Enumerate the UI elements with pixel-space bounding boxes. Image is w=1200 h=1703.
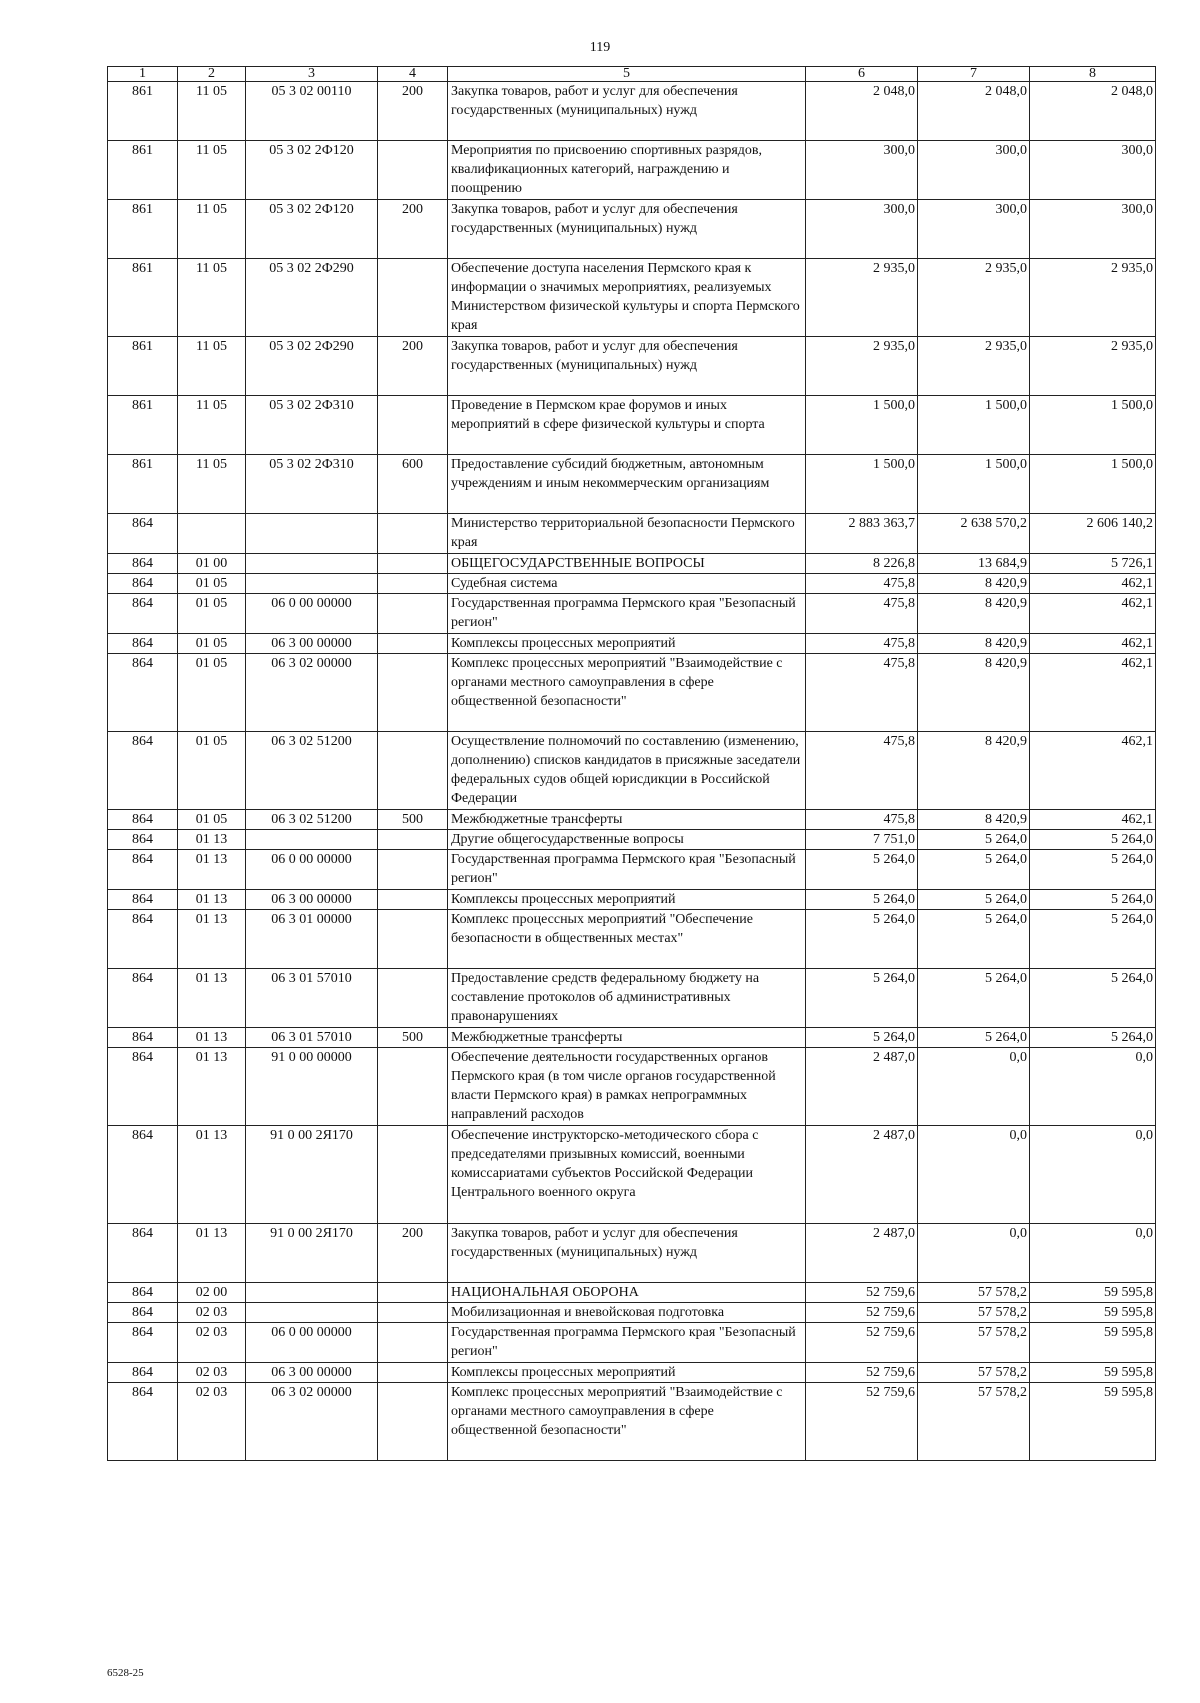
description-cell: Комплексы процессных мероприятий [448,634,806,654]
target-article-cell [246,554,378,574]
description-cell: Межбюджетные трансферты [448,1028,806,1048]
amount-year2-cell: 2 935,0 [918,337,1030,396]
amount-year1-cell: 52 759,6 [806,1323,918,1363]
table-row [108,850,1156,890]
target-article-cell: 05 3 02 2Ф290 [246,259,378,337]
column-header: 4 [378,67,448,82]
table-row [108,654,1156,732]
target-article-cell: 06 3 02 51200 [246,810,378,830]
section-code-cell: 01 13 [178,1048,246,1126]
description-cell: Осуществление полномочий по составлению (изменению, дополнению) списков кандидатов в присяжные заседатели федеральных судов общей юрисдикции в Российской Федерации [448,732,806,810]
ppp-code-cell: 864 [108,810,178,830]
expense-type-cell [378,890,448,910]
target-article-cell: 91 0 00 2Я170 [246,1224,378,1283]
table-row [108,1028,1156,1048]
description-cell: Комплекс процессных мероприятий "Взаимодействие с органами местного самоуправления в сфере общественной безопасности" [448,1383,806,1461]
amount-year3-cell: 300,0 [1030,141,1156,200]
target-article-cell [246,574,378,594]
amount-year3-cell: 462,1 [1030,634,1156,654]
section-code-cell: 01 05 [178,810,246,830]
section-code-cell: 01 05 [178,634,246,654]
section-code-cell: 01 13 [178,1224,246,1283]
description-cell: Комплекс процессных мероприятий "Обеспечение безопасности в общественных местах" [448,910,806,969]
target-article-cell: 91 0 00 00000 [246,1048,378,1126]
description-cell: Закупка товаров, работ и услуг для обеспечения государственных (муниципальных) нужд [448,200,806,259]
amount-year1-cell: 52 759,6 [806,1303,918,1323]
description-cell: Комплекс процессных мероприятий "Взаимодействие с органами местного самоуправления в сфере общественной безопасности" [448,654,806,732]
table-row [108,574,1156,594]
amount-year2-cell: 300,0 [918,200,1030,259]
expense-type-cell [378,1363,448,1383]
section-code-cell: 01 05 [178,594,246,634]
amount-year2-cell: 0,0 [918,1126,1030,1224]
column-header: 1 [108,67,178,82]
column-header: 2 [178,67,246,82]
expense-type-cell: 200 [378,82,448,141]
expense-type-cell [378,1383,448,1461]
budget-table [107,66,1156,1461]
amount-year2-cell: 57 578,2 [918,1283,1030,1303]
section-code-cell: 01 13 [178,830,246,850]
table-row [108,830,1156,850]
amount-year1-cell: 52 759,6 [806,1383,918,1461]
table-row [108,82,1156,141]
target-article-cell: 06 3 00 00000 [246,1363,378,1383]
expense-type-cell [378,396,448,455]
amount-year3-cell: 5 264,0 [1030,830,1156,850]
description-cell: Предоставление средств федеральному бюджету на составление протоколов об административных правонарушениях [448,969,806,1028]
table-row [108,910,1156,969]
amount-year1-cell: 2 487,0 [806,1126,918,1224]
target-article-cell: 06 3 01 00000 [246,910,378,969]
expense-type-cell: 200 [378,337,448,396]
ppp-code-cell: 864 [108,1224,178,1283]
table-row [108,634,1156,654]
amount-year1-cell: 7 751,0 [806,830,918,850]
section-code-cell: 01 05 [178,574,246,594]
section-code-cell: 01 00 [178,554,246,574]
column-header: 8 [1030,67,1156,82]
description-cell: Закупка товаров, работ и услуг для обеспечения государственных (муниципальных) нужд [448,337,806,396]
amount-year3-cell: 2 935,0 [1030,337,1156,396]
amount-year3-cell: 5 264,0 [1030,890,1156,910]
amount-year2-cell: 8 420,9 [918,810,1030,830]
description-cell: Закупка товаров, работ и услуг для обеспечения государственных (муниципальных) нужд [448,1224,806,1283]
amount-year3-cell: 300,0 [1030,200,1156,259]
amount-year1-cell: 2 487,0 [806,1048,918,1126]
target-article-cell: 06 3 02 51200 [246,732,378,810]
description-cell: Обеспечение инструкторско-методического сбора с председателями призывных комиссий, военными комиссариатами субъектов Российской Федерации Центрального военного округа [448,1126,806,1224]
ppp-code-cell: 864 [108,1383,178,1461]
table-row [108,1303,1156,1323]
expense-type-cell: 500 [378,810,448,830]
amount-year2-cell: 5 264,0 [918,830,1030,850]
description-cell: ОБЩЕГОСУДАРСТВЕННЫЕ ВОПРОСЫ [448,554,806,574]
amount-year3-cell: 2 048,0 [1030,82,1156,141]
table-row [108,337,1156,396]
ppp-code-cell: 861 [108,82,178,141]
expense-type-cell: 500 [378,1028,448,1048]
expense-type-cell [378,594,448,634]
section-code-cell: 01 13 [178,1126,246,1224]
expense-type-cell [378,830,448,850]
description-cell: Государственная программа Пермского края "Безопасный регион" [448,1323,806,1363]
column-header: 6 [806,67,918,82]
page-number: 119 [589,40,611,55]
description-cell: НАЦИОНАЛЬНАЯ ОБОРОНА [448,1283,806,1303]
amount-year3-cell: 1 500,0 [1030,455,1156,514]
description-cell: Межбюджетные трансферты [448,810,806,830]
amount-year2-cell: 8 420,9 [918,732,1030,810]
ppp-code-cell: 864 [108,1363,178,1383]
target-article-cell: 06 3 02 00000 [246,1383,378,1461]
amount-year2-cell: 1 500,0 [918,396,1030,455]
expense-type-cell [378,850,448,890]
amount-year2-cell: 57 578,2 [918,1303,1030,1323]
section-code-cell: 02 03 [178,1323,246,1363]
amount-year2-cell: 57 578,2 [918,1323,1030,1363]
section-code-cell: 11 05 [178,259,246,337]
section-code-cell: 02 00 [178,1283,246,1303]
target-article-cell: 91 0 00 2Я170 [246,1126,378,1224]
amount-year2-cell: 2 935,0 [918,259,1030,337]
amount-year2-cell: 2 048,0 [918,82,1030,141]
expense-type-cell: 200 [378,1224,448,1283]
ppp-code-cell: 864 [108,732,178,810]
target-article-cell: 06 3 02 00000 [246,654,378,732]
target-article-cell [246,1283,378,1303]
amount-year1-cell: 8 226,8 [806,554,918,574]
expense-type-cell [378,1283,448,1303]
amount-year2-cell: 13 684,9 [918,554,1030,574]
amount-year1-cell: 475,8 [806,574,918,594]
table-row [108,1383,1156,1461]
ppp-code-cell: 864 [108,830,178,850]
amount-year1-cell: 475,8 [806,654,918,732]
column-header: 5 [448,67,806,82]
amount-year1-cell: 300,0 [806,141,918,200]
ppp-code-cell: 861 [108,141,178,200]
amount-year2-cell: 5 264,0 [918,1028,1030,1048]
ppp-code-cell: 864 [108,574,178,594]
ppp-code-cell: 864 [108,654,178,732]
expense-type-cell [378,634,448,654]
description-cell: Предоставление субсидий бюджетным, автономным учреждениям и иным некоммерческим организациям [448,455,806,514]
amount-year3-cell: 462,1 [1030,574,1156,594]
ppp-code-cell: 864 [108,634,178,654]
section-code-cell: 02 03 [178,1383,246,1461]
description-cell: Обеспечение деятельности государственных органов Пермского края (в том числе органов государственной власти Пермского края) в рамках непрограммных направлений расходов [448,1048,806,1126]
table-body [108,82,1156,1461]
table-row [108,554,1156,574]
amount-year1-cell: 475,8 [806,732,918,810]
description-cell: Другие общегосударственные вопросы [448,830,806,850]
target-article-cell: 06 0 00 00000 [246,594,378,634]
ppp-code-cell: 864 [108,1028,178,1048]
section-code-cell: 01 13 [178,890,246,910]
ppp-code-cell: 864 [108,969,178,1028]
amount-year3-cell: 5 264,0 [1030,1028,1156,1048]
amount-year1-cell: 52 759,6 [806,1283,918,1303]
target-article-cell: 05 3 02 2Ф310 [246,455,378,514]
description-cell: Комплексы процессных мероприятий [448,890,806,910]
ppp-code-cell: 861 [108,200,178,259]
amount-year3-cell: 1 500,0 [1030,396,1156,455]
table-row [108,732,1156,810]
amount-year3-cell: 2 606 140,2 [1030,514,1156,554]
amount-year2-cell: 0,0 [918,1048,1030,1126]
target-article-cell: 06 3 01 57010 [246,1028,378,1048]
target-article-cell: 06 0 00 00000 [246,850,378,890]
expense-type-cell [378,1048,448,1126]
amount-year1-cell: 5 264,0 [806,969,918,1028]
section-code-cell: 11 05 [178,455,246,514]
section-code-cell: 11 05 [178,396,246,455]
expense-type-cell: 600 [378,455,448,514]
expense-type-cell [378,554,448,574]
target-article-cell: 05 3 02 2Ф120 [246,200,378,259]
table-row [108,1048,1156,1126]
amount-year2-cell: 2 638 570,2 [918,514,1030,554]
amount-year2-cell: 300,0 [918,141,1030,200]
target-article-cell: 06 3 00 00000 [246,634,378,654]
target-article-cell: 06 3 00 00000 [246,890,378,910]
expense-type-cell [378,732,448,810]
amount-year2-cell: 8 420,9 [918,594,1030,634]
amount-year2-cell: 5 264,0 [918,969,1030,1028]
description-cell: Обеспечение доступа населения Пермского края к информации о значимых мероприятиях, реализуемых Министерством физической культуры и спорта Пермского края [448,259,806,337]
amount-year2-cell: 8 420,9 [918,574,1030,594]
section-code-cell: 11 05 [178,337,246,396]
amount-year1-cell: 2 935,0 [806,337,918,396]
section-code-cell: 11 05 [178,141,246,200]
amount-year1-cell: 52 759,6 [806,1363,918,1383]
amount-year3-cell: 2 935,0 [1030,259,1156,337]
amount-year1-cell: 475,8 [806,810,918,830]
amount-year2-cell: 1 500,0 [918,455,1030,514]
amount-year3-cell: 5 726,1 [1030,554,1156,574]
ppp-code-cell: 864 [108,1048,178,1126]
amount-year2-cell: 8 420,9 [918,634,1030,654]
section-code-cell [178,514,246,554]
section-code-cell: 01 13 [178,910,246,969]
target-article-cell: 05 3 02 00110 [246,82,378,141]
ppp-code-cell: 864 [108,554,178,574]
table-row [108,1283,1156,1303]
amount-year1-cell: 2 048,0 [806,82,918,141]
amount-year1-cell: 300,0 [806,200,918,259]
description-cell: Государственная программа Пермского края "Безопасный регион" [448,594,806,634]
target-article-cell: 05 3 02 2Ф310 [246,396,378,455]
table-row [108,141,1156,200]
amount-year1-cell: 1 500,0 [806,455,918,514]
amount-year2-cell: 5 264,0 [918,850,1030,890]
section-code-cell: 11 05 [178,200,246,259]
amount-year1-cell: 2 487,0 [806,1224,918,1283]
amount-year3-cell: 59 595,8 [1030,1363,1156,1383]
column-header: 3 [246,67,378,82]
footer-document-code: 6528-25 [107,1667,144,1679]
amount-year1-cell: 475,8 [806,594,918,634]
column-header: 7 [918,67,1030,82]
ppp-code-cell: 861 [108,259,178,337]
ppp-code-cell: 864 [108,850,178,890]
expense-type-cell [378,1303,448,1323]
amount-year2-cell: 5 264,0 [918,910,1030,969]
table-row [108,455,1156,514]
amount-year3-cell: 5 264,0 [1030,850,1156,890]
amount-year2-cell: 8 420,9 [918,654,1030,732]
expense-type-cell [378,1323,448,1363]
target-article-cell: 06 3 01 57010 [246,969,378,1028]
section-code-cell: 01 13 [178,1028,246,1048]
amount-year1-cell: 5 264,0 [806,850,918,890]
table-row [108,890,1156,910]
amount-year1-cell: 2 935,0 [806,259,918,337]
expense-type-cell [378,141,448,200]
amount-year3-cell: 59 595,8 [1030,1283,1156,1303]
table-row [108,514,1156,554]
table-row [108,810,1156,830]
ppp-code-cell: 861 [108,337,178,396]
expense-type-cell [378,574,448,594]
section-code-cell: 02 03 [178,1303,246,1323]
amount-year2-cell: 5 264,0 [918,890,1030,910]
target-article-cell: 06 0 00 00000 [246,1323,378,1363]
amount-year3-cell: 462,1 [1030,732,1156,810]
ppp-code-cell: 864 [108,1283,178,1303]
ppp-code-cell: 864 [108,514,178,554]
amount-year1-cell: 2 883 363,7 [806,514,918,554]
section-code-cell: 01 13 [178,969,246,1028]
section-code-cell: 01 05 [178,732,246,810]
table-header-row [108,67,1156,82]
section-code-cell: 01 05 [178,654,246,732]
budget-table-container [107,66,1155,1461]
amount-year3-cell: 59 595,8 [1030,1303,1156,1323]
amount-year2-cell: 57 578,2 [918,1383,1030,1461]
description-cell: Мероприятия по присвоению спортивных разрядов, квалификационных категорий, награждению и поощрению [448,141,806,200]
ppp-code-cell: 861 [108,455,178,514]
table-row [108,1224,1156,1283]
table-row [108,1126,1156,1224]
target-article-cell: 05 3 02 2Ф120 [246,141,378,200]
description-cell: Министерство территориальной безопасности Пермского края [448,514,806,554]
amount-year3-cell: 0,0 [1030,1224,1156,1283]
amount-year3-cell: 0,0 [1030,1048,1156,1126]
target-article-cell [246,1303,378,1323]
description-cell: Комплексы процессных мероприятий [448,1363,806,1383]
amount-year1-cell: 5 264,0 [806,910,918,969]
target-article-cell [246,830,378,850]
amount-year1-cell: 5 264,0 [806,1028,918,1048]
amount-year3-cell: 59 595,8 [1030,1383,1156,1461]
amount-year3-cell: 5 264,0 [1030,910,1156,969]
amount-year2-cell: 0,0 [918,1224,1030,1283]
expense-type-cell [378,514,448,554]
expense-type-cell [378,910,448,969]
amount-year3-cell: 462,1 [1030,810,1156,830]
section-code-cell: 01 13 [178,850,246,890]
amount-year3-cell: 0,0 [1030,1126,1156,1224]
ppp-code-cell: 864 [108,890,178,910]
ppp-code-cell: 864 [108,1323,178,1363]
description-cell: Государственная программа Пермского края "Безопасный регион" [448,850,806,890]
table-row [108,1363,1156,1383]
table-row [108,259,1156,337]
ppp-code-cell: 864 [108,1303,178,1323]
amount-year3-cell: 462,1 [1030,594,1156,634]
section-code-cell: 11 05 [178,82,246,141]
expense-type-cell [378,654,448,732]
table-row [108,969,1156,1028]
amount-year3-cell: 462,1 [1030,654,1156,732]
expense-type-cell [378,1126,448,1224]
description-cell: Мобилизационная и вневойсковая подготовка [448,1303,806,1323]
ppp-code-cell: 864 [108,594,178,634]
description-cell: Закупка товаров, работ и услуг для обеспечения государственных (муниципальных) нужд [448,82,806,141]
ppp-code-cell: 861 [108,396,178,455]
expense-type-cell [378,259,448,337]
amount-year3-cell: 5 264,0 [1030,969,1156,1028]
description-cell: Судебная система [448,574,806,594]
amount-year1-cell: 475,8 [806,634,918,654]
description-cell: Проведение в Пермском крае форумов и иных мероприятий в сфере физической культуры и спорта [448,396,806,455]
table-row [108,1323,1156,1363]
target-article-cell: 05 3 02 2Ф290 [246,337,378,396]
expense-type-cell [378,969,448,1028]
ppp-code-cell: 864 [108,1126,178,1224]
amount-year3-cell: 59 595,8 [1030,1323,1156,1363]
amount-year1-cell: 1 500,0 [806,396,918,455]
target-article-cell [246,514,378,554]
ppp-code-cell: 864 [108,910,178,969]
table-row [108,396,1156,455]
amount-year2-cell: 57 578,2 [918,1363,1030,1383]
expense-type-cell: 200 [378,200,448,259]
amount-year1-cell: 5 264,0 [806,890,918,910]
table-row [108,594,1156,634]
table-row [108,200,1156,259]
section-code-cell: 02 03 [178,1363,246,1383]
